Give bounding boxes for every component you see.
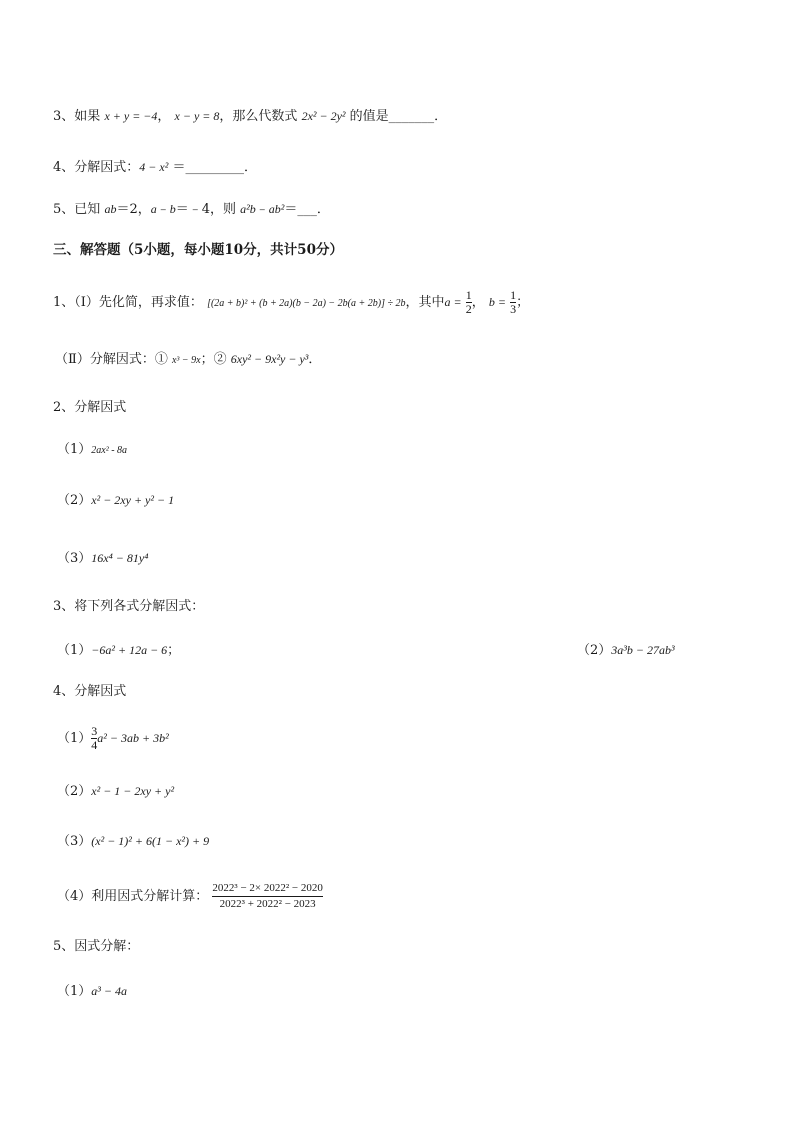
problem-5-item-1 [57,982,127,1001]
problem-3-title: 3、将下列各式分解因式： [53,599,205,614]
item-label: （1） [57,984,92,999]
problem-2-item-2 [57,491,174,510]
answer-blank: ＝_________． [172,160,257,175]
item-label: （3） [57,551,92,566]
fraction-numerator: 3 [91,724,98,738]
math-var: b = [488,295,506,309]
math-var: a²b [240,202,256,216]
fraction-calculation [212,882,322,911]
question-text: ，那么代数式 [219,109,298,124]
math-expression: x³ − 9x [171,355,201,366]
math-expression: a³ − 4a [91,984,127,998]
question-text: ＝﹣4，则 [175,202,237,217]
problem-text: ； [516,295,530,310]
problem-5-title: 5、因式分解： [53,939,140,954]
problem-3-item-2 [577,641,675,660]
item-text: ； [167,643,181,658]
math-var: a [150,202,157,216]
problem-4-item-2 [57,782,174,801]
math-expression: −6a² + 12a − 6 [91,643,168,657]
item-label: （2） [577,643,612,658]
answer-blank: 的值是_______． [349,109,448,124]
math-expression: 4 − x² [139,160,169,174]
item-label: （1） [57,442,92,457]
math-expression: 3a³b − 27ab³ [611,643,675,657]
fraction-numerator: 1 [510,288,517,302]
problem-text: ；② [200,352,227,367]
math-var: ab [104,202,117,216]
question-text: 已知 [74,202,101,217]
item-label: （4）利用因式分解计算： [57,889,209,904]
fraction-bar [212,896,322,897]
problem-4-item-3 [57,832,209,851]
math-expression: x² − 1 − 2xy + y² [91,784,175,798]
problem-3-item-1 [57,641,180,660]
fill-question-3 [53,107,447,126]
problem-1-part-2 [55,350,321,370]
problem-4-item-1 [57,721,169,756]
problem-4-item-4 [57,880,323,914]
question-text: 如果 [74,109,101,124]
problem-4-title: 4、分解因式 [53,684,127,699]
math-expression: a² − 3ab + 3b² [97,731,169,745]
fraction-denominator: 2 [465,302,472,316]
math-expression: x² − 2xy + y² − 1 [91,493,175,507]
fraction-denominator: 3 [510,302,517,316]
math-expression: 6xy² − 9x²y − y³ [230,352,309,366]
math-expression: x + y = −4 [104,109,158,123]
fraction-numerator: 2022³ − 2× 2022² − 2020 [212,882,323,894]
math-expression: (x² − 1)² + 6(1 − x²) + 9 [91,834,210,848]
problem-number: 1、 [53,295,75,310]
math-var: b [169,202,176,216]
question-number: 4、 [53,160,75,175]
problem-text: ． [308,352,322,367]
fraction-denominator: 4 [91,738,98,752]
item-label: （1） [57,731,92,746]
question-text: ﹣ [156,202,170,217]
fraction-denominator: 2022³ + 2022² − 2023 [219,898,316,910]
question-number: 3、 [53,109,75,124]
question-text: ﹣ [255,202,269,217]
problem-text: （Ⅰ）先化简，再求值： [74,295,203,310]
item-label: （1） [57,643,92,658]
problem-1-part-1 [53,289,529,316]
question-text: 分解因式： [74,160,140,175]
math-var: a = [444,295,462,309]
fill-question-4 [53,158,257,177]
problem-2-item-3 [57,549,148,568]
problem-text: ，其中 [405,295,445,310]
fraction-numerator: 1 [465,288,472,302]
item-label: （2） [57,784,92,799]
fill-question-5 [53,200,330,219]
math-expression: 16x⁴ − 81y⁴ [91,551,149,565]
question-text: ， [157,109,171,124]
item-label: （3） [57,834,92,849]
problem-2-item-1 [57,441,127,460]
problem-2-title: 2、分解因式 [53,400,127,415]
question-number: 5、 [53,202,75,217]
math-expression: 2ax² - 8a [91,445,128,456]
section-heading: 三、解答题（5小题，每小题10分，共计50分） [53,242,343,258]
problem-text: （Ⅱ）分解因式：① [55,352,168,367]
answer-blank: ＝___． [284,202,330,217]
math-var: ab² [268,202,285,216]
math-expression: [(2a + b)² + (b + 2a)(b − 2a) − 2b(a + 2b)] ÷ 2b [207,298,406,309]
item-label: （2） [57,493,92,508]
math-expression: 2x² − 2y² [301,109,346,123]
question-text: ＝2， [116,202,151,217]
math-expression: x − y = 8 [174,109,220,123]
problem-text: ， [471,295,485,310]
